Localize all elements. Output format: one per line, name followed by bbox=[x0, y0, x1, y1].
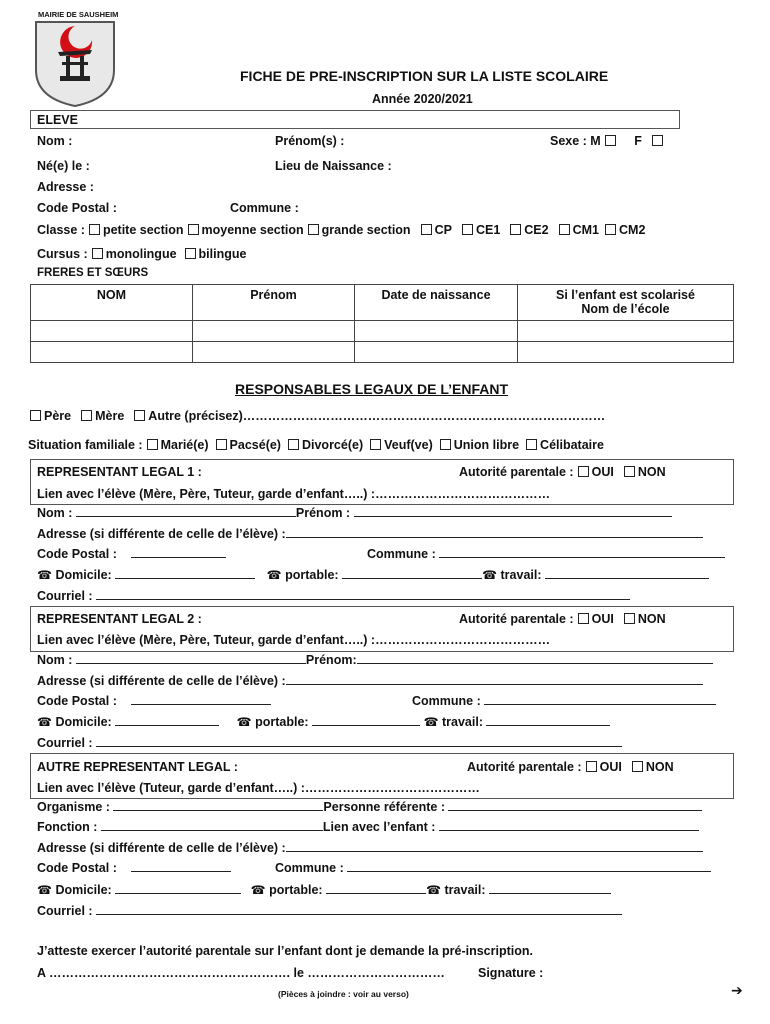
authority-oui-label: OUI bbox=[599, 760, 622, 774]
table-cell[interactable] bbox=[193, 321, 355, 342]
cursus-option: monolingue bbox=[105, 247, 177, 261]
authority-oui-label: OUI bbox=[591, 612, 614, 626]
situation-option: Veuf(ve) bbox=[384, 438, 433, 452]
classe-checkbox[interactable] bbox=[559, 224, 570, 235]
attestation-text: J’atteste exercer l’autorité parentale sur l’enfant dont je demande la pré-inscription. bbox=[37, 944, 533, 958]
table-cell[interactable] bbox=[518, 321, 734, 342]
rep3-authority bbox=[467, 760, 674, 774]
travail-field[interactable] bbox=[489, 882, 611, 894]
prenom-field[interactable] bbox=[357, 652, 713, 664]
table-cell[interactable] bbox=[355, 342, 518, 363]
nom-field[interactable] bbox=[76, 652, 306, 664]
commune-label: Commune : bbox=[275, 861, 344, 875]
classe-option: moyenne section bbox=[201, 223, 304, 237]
signature-label: Signature : bbox=[478, 966, 544, 980]
cursus-option: bilingue bbox=[198, 247, 247, 261]
rep3-commune-row bbox=[275, 860, 711, 875]
logo-label: MAIRIE DE SAUSHEIM bbox=[38, 10, 119, 19]
domicile-field[interactable] bbox=[115, 882, 241, 894]
domicile-field[interactable] bbox=[115, 567, 255, 579]
email-field[interactable] bbox=[96, 735, 622, 747]
postal-label: Code Postal : bbox=[37, 694, 117, 708]
role-option: Père bbox=[44, 409, 72, 423]
column-header: Prénom bbox=[193, 285, 355, 321]
authority-label: Autorité parentale : bbox=[467, 760, 582, 774]
travail-field[interactable] bbox=[486, 714, 610, 726]
authority-non-label: NON bbox=[645, 760, 674, 774]
commune-field[interactable] bbox=[439, 546, 725, 558]
table-row bbox=[31, 342, 734, 363]
address-label: Adresse (si différente de celle de l’élève) : bbox=[37, 527, 286, 541]
table-cell[interactable] bbox=[518, 342, 734, 363]
commune-label: Commune : bbox=[367, 547, 436, 561]
rep3-phone-row bbox=[37, 882, 611, 897]
column-header: Date de naissance bbox=[355, 285, 518, 321]
situation-option: Pacsé(e) bbox=[229, 438, 281, 452]
table-row bbox=[31, 321, 734, 342]
rep3-link-label: Lien avec l’élève (Tuteur, garde d’enfant…..) :…………………………………… bbox=[37, 781, 480, 795]
column-header: NOM bbox=[31, 285, 193, 321]
authority-oui-checkbox[interactable] bbox=[578, 466, 589, 477]
personne-label: Personne référente : bbox=[323, 800, 445, 814]
eleve-prenom-label: Prénom(s) : bbox=[275, 134, 345, 148]
classe-checkbox[interactable] bbox=[308, 224, 319, 235]
authority-label: Autorité parentale : bbox=[459, 612, 574, 626]
eleve-birthplace-label: Lieu de Naissance : bbox=[275, 159, 392, 173]
sexe-field bbox=[550, 134, 666, 148]
authority-non-checkbox[interactable] bbox=[624, 466, 635, 477]
classe-checkbox[interactable] bbox=[510, 224, 521, 235]
address-field[interactable] bbox=[286, 526, 703, 538]
table-cell[interactable] bbox=[31, 342, 193, 363]
commune-field[interactable] bbox=[484, 693, 716, 705]
classe-option: CE2 bbox=[524, 223, 549, 237]
rep1-postal-row bbox=[37, 546, 226, 561]
classe-option: CM2 bbox=[619, 223, 646, 237]
classe-checkbox[interactable] bbox=[462, 224, 473, 235]
role-checkbox[interactable] bbox=[134, 410, 145, 421]
fonction-field[interactable] bbox=[101, 819, 323, 831]
authority-oui-label: OUI bbox=[591, 465, 614, 479]
postal-field[interactable] bbox=[131, 693, 271, 705]
role-checkbox[interactable] bbox=[81, 410, 92, 421]
domicile-label: Domicile: bbox=[55, 568, 112, 582]
situation-checkbox[interactable] bbox=[440, 439, 451, 450]
situation-option: Célibataire bbox=[540, 438, 604, 452]
rep2-postal-row bbox=[37, 693, 271, 708]
pieces-note: (Pièces à joindre : voir au verso) bbox=[278, 989, 409, 999]
domicile-label: Domicile: bbox=[55, 883, 112, 897]
rep2-address-row bbox=[37, 673, 703, 688]
eleve-section-label: ELEVE bbox=[37, 113, 78, 127]
table-cell[interactable] bbox=[193, 342, 355, 363]
address-label: Adresse (si différente de celle de l’élève) : bbox=[37, 841, 286, 855]
classe-option: grande section bbox=[321, 223, 411, 237]
phone-icon: ☎ bbox=[37, 883, 52, 897]
prenom-label: Prénom: bbox=[305, 653, 357, 667]
cursus-checkbox[interactable] bbox=[92, 248, 103, 259]
eleve-address-label: Adresse : bbox=[37, 180, 94, 194]
table-cell[interactable] bbox=[31, 321, 193, 342]
eleve-commune-label: Commune : bbox=[230, 201, 299, 215]
phone-icon: ☎ bbox=[37, 568, 52, 582]
address-field[interactable] bbox=[286, 840, 703, 852]
sexe-m-label: Sexe : M bbox=[550, 134, 601, 148]
mairie-logo bbox=[32, 8, 118, 108]
authority-label: Autorité parentale : bbox=[459, 465, 574, 479]
portable-label: portable: bbox=[285, 568, 339, 582]
cursus-checkbox[interactable] bbox=[185, 248, 196, 259]
portable-field[interactable] bbox=[312, 714, 420, 726]
rep2-phone-row bbox=[37, 714, 610, 729]
classe-checkbox[interactable] bbox=[421, 224, 432, 235]
organisme-label: Organisme : bbox=[37, 800, 110, 814]
rep3-org-row bbox=[37, 799, 702, 814]
classe-checkbox[interactable] bbox=[89, 224, 100, 235]
sexe-f-label: F bbox=[634, 134, 642, 148]
rep1-title: REPRESENTANT LEGAL 1 : bbox=[37, 465, 202, 479]
domicile-label: Domicile: bbox=[55, 715, 112, 729]
phone-icon: ☎ bbox=[426, 883, 442, 897]
classe-checkbox[interactable] bbox=[605, 224, 616, 235]
eleve-birthdate-label: Né(e) le : bbox=[37, 159, 90, 173]
cursus-label: Cursus : bbox=[37, 247, 88, 261]
lien-enfant-label: Lien avec l’enfant : bbox=[322, 820, 436, 834]
lien-enfant-field[interactable] bbox=[439, 819, 699, 831]
authority-oui-checkbox[interactable] bbox=[586, 761, 597, 772]
travail-field[interactable] bbox=[545, 567, 709, 579]
rep2-title: REPRESENTANT LEGAL 2 : bbox=[37, 612, 202, 626]
table-header-row bbox=[31, 285, 734, 321]
classe-option: CE1 bbox=[475, 223, 501, 237]
column-header: Si l’enfant est scolarisé Nom de l’école bbox=[518, 285, 734, 321]
organisme-field[interactable] bbox=[113, 799, 323, 811]
situation-checkbox[interactable] bbox=[216, 439, 227, 450]
role-checkbox[interactable] bbox=[30, 410, 41, 421]
rep3-title: AUTRE REPRESENTANT LEGAL : bbox=[37, 760, 238, 774]
arrow-right-icon: ➔ bbox=[731, 983, 743, 999]
authority-non-label: NON bbox=[637, 465, 666, 479]
rep3-address-row bbox=[37, 840, 703, 855]
eleve-section-box bbox=[30, 110, 680, 129]
rep2-link-label: Lien avec l’élève (Mère, Père, Tuteur, garde d’enfant…..) :…………………………………… bbox=[37, 633, 551, 647]
postal-field[interactable] bbox=[131, 546, 226, 558]
postal-label: Code Postal : bbox=[37, 861, 117, 875]
page-title: FICHE DE PRE-INSCRIPTION SUR LA LISTE SCOLAIRE bbox=[240, 68, 609, 84]
email-field[interactable] bbox=[96, 903, 622, 915]
phone-icon: ☎ bbox=[266, 568, 282, 582]
sexe-m-checkbox[interactable] bbox=[605, 135, 616, 146]
situation-checkbox[interactable] bbox=[370, 439, 381, 450]
classe-option: CP bbox=[434, 223, 452, 237]
situation-checkbox[interactable] bbox=[147, 439, 158, 450]
situation-option: Divorcé(e) bbox=[301, 438, 364, 452]
travail-label: travail: bbox=[442, 715, 483, 729]
authority-non-label: NON bbox=[637, 612, 666, 626]
table-cell[interactable] bbox=[355, 321, 518, 342]
postal-label: Code Postal : bbox=[37, 547, 117, 561]
rep1-address-row bbox=[37, 526, 703, 541]
rep3-function-row bbox=[37, 819, 699, 834]
phone-icon: ☎ bbox=[236, 715, 252, 729]
responsables-heading: RESPONSABLES LEGAUX DE L’ENFANT bbox=[235, 381, 509, 397]
rep1-phone-row bbox=[37, 567, 709, 582]
rep2-email-row bbox=[37, 735, 622, 750]
eleve-postal-code-label: Code Postal : bbox=[37, 201, 117, 215]
role-row bbox=[26, 409, 605, 423]
prenom-field[interactable] bbox=[354, 505, 672, 517]
classe-checkbox[interactable] bbox=[188, 224, 199, 235]
travail-label: travail: bbox=[500, 568, 542, 582]
rep1-name-row bbox=[37, 505, 672, 520]
authority-non-checkbox[interactable] bbox=[632, 761, 643, 772]
portable-field[interactable] bbox=[342, 567, 482, 579]
portable-field[interactable] bbox=[326, 882, 426, 894]
authority-oui-checkbox[interactable] bbox=[578, 613, 589, 624]
rep1-link-label: Lien avec l’élève (Mère, Père, Tuteur, garde d’enfant…..) :…………………………………… bbox=[37, 487, 551, 501]
email-label: Courriel : bbox=[37, 904, 93, 918]
classe-row bbox=[37, 223, 645, 237]
rep1-authority bbox=[459, 465, 666, 479]
rep1-commune-row bbox=[367, 546, 725, 561]
place-date-field[interactable]: A …………………………………………………. le …………………………… bbox=[37, 966, 445, 980]
rep1-email-row bbox=[37, 588, 630, 603]
situation-option: Marié(e) bbox=[160, 438, 209, 452]
commune-field[interactable] bbox=[347, 860, 711, 872]
postal-field[interactable] bbox=[131, 860, 231, 872]
situation-option: Union libre bbox=[453, 438, 520, 452]
portable-label: portable: bbox=[269, 883, 323, 897]
rep2-authority bbox=[459, 612, 666, 626]
situation-checkbox[interactable] bbox=[526, 439, 537, 450]
phone-icon: ☎ bbox=[482, 568, 498, 582]
rep3-postal-row bbox=[37, 860, 231, 875]
phone-icon: ☎ bbox=[250, 883, 266, 897]
portable-label: portable: bbox=[255, 715, 309, 729]
school-year: Année 2020/2021 bbox=[372, 92, 473, 106]
email-label: Courriel : bbox=[37, 736, 93, 750]
personne-field[interactable] bbox=[448, 799, 702, 811]
siblings-label: FRERES ET SŒURS bbox=[37, 267, 149, 279]
prenom-label: Prénom : bbox=[295, 506, 351, 520]
situation-checkbox[interactable] bbox=[288, 439, 299, 450]
rep3-email-row bbox=[37, 903, 622, 918]
travail-label: travail: bbox=[444, 883, 486, 897]
phone-icon: ☎ bbox=[423, 715, 439, 729]
eleve-nom-label: Nom : bbox=[37, 134, 73, 148]
cursus-row bbox=[37, 247, 246, 261]
sexe-f-checkbox[interactable] bbox=[652, 135, 663, 146]
role-option: Autre (précisez)…………………………………………………………………………… bbox=[148, 409, 606, 423]
phone-icon: ☎ bbox=[37, 715, 52, 729]
domicile-field[interactable] bbox=[115, 714, 219, 726]
classe-option: petite section bbox=[102, 223, 184, 237]
situation-row bbox=[28, 438, 604, 452]
fonction-label: Fonction : bbox=[37, 820, 98, 834]
classe-label: Classe : bbox=[37, 223, 85, 237]
nom-label: Nom : bbox=[37, 653, 73, 667]
address-field[interactable] bbox=[286, 673, 703, 685]
address-label: Adresse (si différente de celle de l’élève) : bbox=[37, 674, 286, 688]
commune-label: Commune : bbox=[412, 694, 481, 708]
email-label: Courriel : bbox=[37, 589, 93, 603]
email-field[interactable] bbox=[96, 588, 630, 600]
nom-field[interactable] bbox=[76, 505, 296, 517]
siblings-table bbox=[30, 284, 734, 363]
coat-of-arms-icon bbox=[32, 20, 118, 120]
authority-non-checkbox[interactable] bbox=[624, 613, 635, 624]
rep2-commune-row bbox=[412, 693, 716, 708]
situation-label: Situation familiale : bbox=[28, 438, 143, 452]
role-option: Mère bbox=[95, 409, 125, 423]
classe-option: CM1 bbox=[572, 223, 600, 237]
rep2-name-row bbox=[37, 652, 713, 667]
nom-label: Nom : bbox=[37, 506, 73, 520]
